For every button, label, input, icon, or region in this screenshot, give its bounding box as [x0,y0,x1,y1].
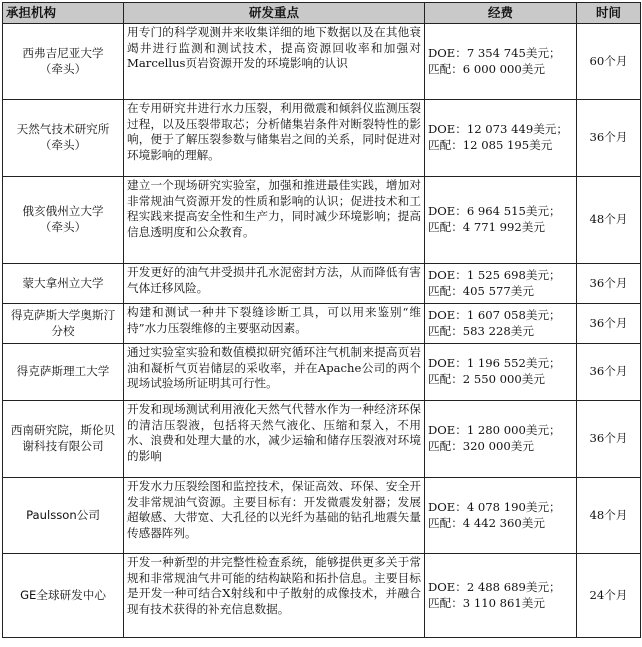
match-funding: 匹配：405 577美元 [428,283,534,298]
duration-cell: 36个月 [577,401,641,478]
match-funding: 匹配：4 442 360美元 [428,515,545,530]
institution-name: GE全球研发中心 [20,587,106,602]
duration-cell: 24个月 [577,554,641,638]
institution-cell [3,100,124,177]
focus-cell: 通过实验室实验和数值模拟研究循环注气机制来提高页岩油和凝析气页岩储层的采收率，并在Apache公司的两个现场试验场所证明其可行性。 [124,344,425,401]
doe-funding: DOE：12 073 449美元； [428,122,569,137]
table-row [3,554,641,638]
lead-marker: （牵头） [39,61,87,76]
focus-cell: 用专门的科学观测井来收集详细的地下数据以及在其他衰竭井进行监测和测试技术，提高资源回收率和加强对Marcellus页岩资源开发的环境影响的认识 [124,24,425,100]
match-funding: 匹配：583 228美元 [428,323,534,338]
doe-funding: DOE：6 964 515美元； [428,204,561,219]
table-row [3,401,641,478]
institution-name: 得克萨斯大学奥斯汀分校 [10,307,116,338]
duration-cell: 60个月 [577,24,641,100]
header-duration: 时间 [577,3,641,24]
doe-funding: DOE：1 280 000美元； [428,423,561,438]
institution-cell [3,344,124,401]
header-funding: 经费 [425,3,577,24]
doe-funding: DOE：7 354 745美元； [428,45,561,60]
focus-cell: 开发一种新型的井完整性检查系统，能够提供更多关于常规和非常规油气井可能的结构缺陷和拓扑信息。主要目标是开发一种可结合X射线和中子散射的成像技术，并融合现有技术获得的补充信息数据。 [124,554,425,638]
institution-cell [3,478,124,554]
funding-cell [425,100,577,177]
institution-cell [3,401,124,478]
focus-cell: 在专用研究井进行水力压裂，利用微震和倾斜仪监测压裂过程，以及压裂带取芯；分析储集岩条件对断裂特性的影响，便于了解压裂参数与储集岩之间的关系，同时促进对环境影响的理解。 [124,100,425,177]
institution-name: 俄亥俄州立大学 [22,204,104,219]
duration-cell: 36个月 [577,344,641,401]
funding-cell [425,554,577,638]
focus-cell: 构建和测试一种井下裂缝诊断工具，可以用来鉴别“维持”水力压裂维修的主要驱动因素。 [124,304,425,344]
doe-funding: DOE：1 607 058美元； [428,307,561,322]
funding-cell [425,177,577,264]
focus-cell: 开发水力压裂绘图和监控技术，保证高效、环保、安全开发非常规油气资源。主要目标有：开发微震发射器；发展超敏感、大带宽、大孔径的以光纤为基础的钻孔地震矢量传感器阵列。 [124,478,425,554]
table-header-row [3,3,641,24]
match-funding: 匹配：12 085 195美元 [428,138,553,152]
funding-cell [425,344,577,401]
funding-cell [425,264,577,304]
lead-marker: （牵头） [39,220,87,234]
match-funding: 匹配：4 771 992美元 [428,220,545,234]
table-row [3,100,641,177]
focus-cell: 建立一个现场研究实验室，加强和推进最佳实践，增加对非常规油气资源开发的性质和影响的认识；促进技术和工程实践来提高安全性和生产力，同时减少环境影响；提高信息透明度和公众教育。 [124,177,425,264]
institution-name: 得克萨斯理工大学 [16,364,110,379]
match-funding: 匹配：2 550 000美元 [428,372,545,386]
institution-name: Paulsson公司 [26,507,100,522]
funding-cell [425,401,577,478]
institution-cell [3,554,124,638]
doe-funding: DOE：2 488 689美元； [428,579,561,594]
duration-cell: 36个月 [577,264,641,304]
table-row [3,478,641,554]
institution-name: 西南研究院，斯伦贝谢科技有限公司 [10,423,116,453]
duration-cell: 48个月 [577,177,641,264]
doe-funding: DOE：4 078 190美元； [428,499,561,514]
institution-cell [3,24,124,100]
institution-cell [3,177,124,264]
table-row [3,304,641,344]
institution-name: 西弗吉尼亚大学 [22,45,104,60]
doe-funding: DOE：1 196 552美元； [428,356,561,371]
table-row [3,24,641,100]
header-institution: 承担机构 [3,3,124,24]
table-row [3,264,641,304]
table-row [3,344,641,401]
rd-projects-table [2,2,641,638]
institution-name: 天然气技术研究所 [16,122,110,137]
match-funding: 匹配：6 000 000美元 [428,61,545,76]
doe-funding: DOE：1 525 698美元； [428,267,561,282]
match-funding: 匹配：320 000美元 [428,439,534,453]
duration-cell: 36个月 [577,304,641,344]
match-funding: 匹配：3 110 861美元 [428,595,545,610]
institution-name: 蒙大拿州立大学 [22,275,104,290]
table-row [3,177,641,264]
funding-cell [425,304,577,344]
duration-cell: 36个月 [577,100,641,177]
funding-cell [425,478,577,554]
duration-cell: 48个月 [577,478,641,554]
header-focus: 研发重点 [124,3,425,24]
institution-cell [3,264,124,304]
institution-cell [3,304,124,344]
focus-cell: 开发更好的油气井受损井孔水泥密封方法，从而降低有害气体迁移风险。 [124,264,425,304]
funding-cell [425,24,577,100]
focus-cell: 开发和现场测试利用液化天然气代替水作为一种经济环保的清洁压裂液，包括将天然气液化、压缩和泵入，不用水、浪费和处理大量的水，减少运输和储存压裂液对环境的影响 [124,401,425,478]
lead-marker: （牵头） [39,138,87,152]
